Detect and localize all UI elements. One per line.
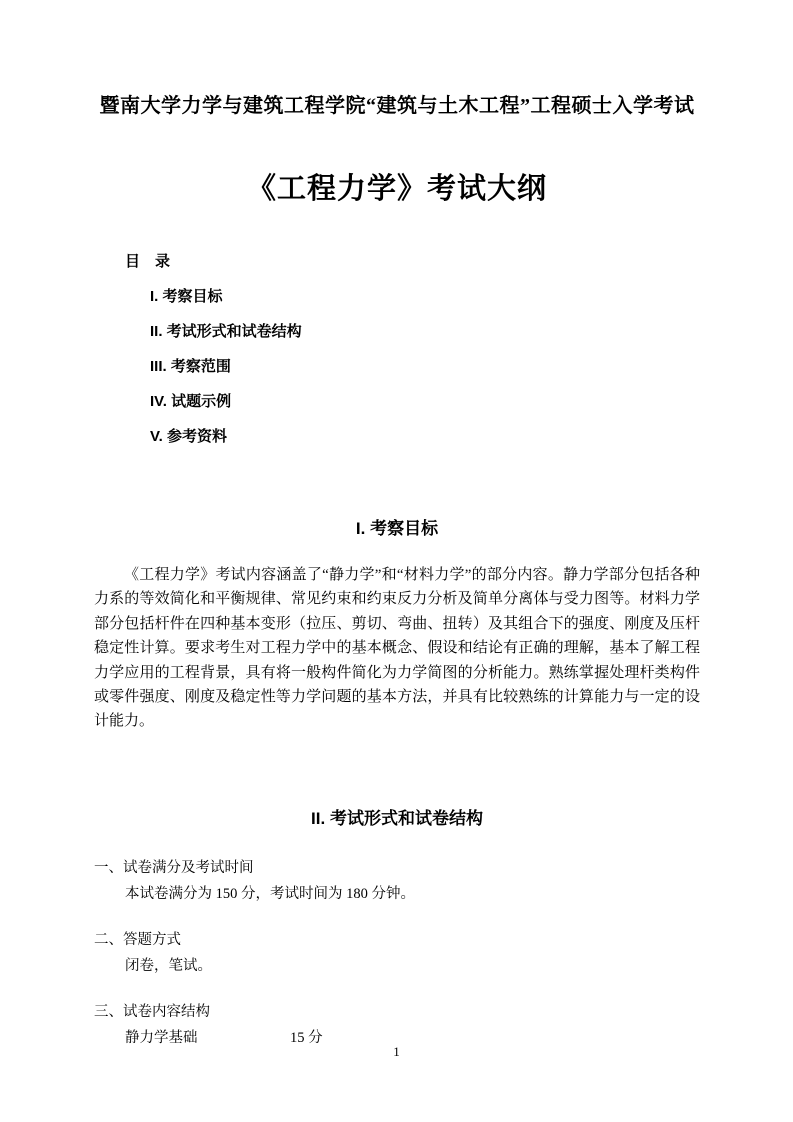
toc-item-2: II. 考试形式和试卷结构 (150, 322, 302, 340)
subsection-2-body: 闭卷，笔试。 (125, 958, 212, 975)
score-row-label: 静力学基础 (125, 1030, 198, 1047)
table-of-contents (94, 254, 700, 444)
toc-item-5: V. 参考资料 (150, 427, 227, 445)
toc-label: 目 录 (125, 252, 171, 270)
section-1-heading: I. 考察目标 (355, 518, 439, 538)
subsection-3-title: 三、试卷内容结构 (94, 1004, 210, 1021)
toc-item-3: III. 考察范围 (150, 357, 231, 375)
section-1-body: 《工程力学》考试内容涵盖了“静力学”和“材料力学”的部分内容。静力学部分包括各种力系的等效简化和平衡规律、常见约束和约束反力分析及简单分离体与受力图等。材料力学部分包括杆件在四种基本变形（拉压、剪切、弯曲、扭转）及其组合下的强度、刚度及压杆稳定性计算。要求考生对工程力学中的基本概念、假设和结论有正确的理解，基本了解工程力学应用的工程背景，具有将一般构件简化为力学简图的分析能力。熟练掌握处理杆类构件或零件强度、刚度及稳定性等力学问题的基本方法，并具有比较熟练的计算能力与一定的设计能力。 (94, 566, 700, 730)
page-number: 1 (393, 1044, 400, 1059)
toc-item-1: I. 考察目标 (150, 287, 223, 305)
subsection-1-body: 本试卷满分为 150 分，考试时间为 180 分钟。 (125, 885, 415, 902)
subsection-2 (94, 931, 700, 975)
subsection-3 (94, 1003, 700, 1047)
subsection-1 (94, 859, 700, 903)
score-row-value: 15 分 (290, 1030, 323, 1047)
subsection-2-title: 二、答题方式 (94, 931, 181, 948)
page-title: 《工程力学》考试大纲 (246, 173, 547, 205)
subsection-1-title: 一、试卷满分及考试时间 (94, 859, 254, 876)
toc-item-4: IV. 试题示例 (150, 392, 232, 410)
toc-list (94, 289, 700, 444)
section-2-heading: II. 考试形式和试卷结构 (311, 808, 483, 828)
document-header: 暨南大学力学与建筑工程学院“建筑与土木工程”工程硕士入学考试 (99, 95, 695, 117)
